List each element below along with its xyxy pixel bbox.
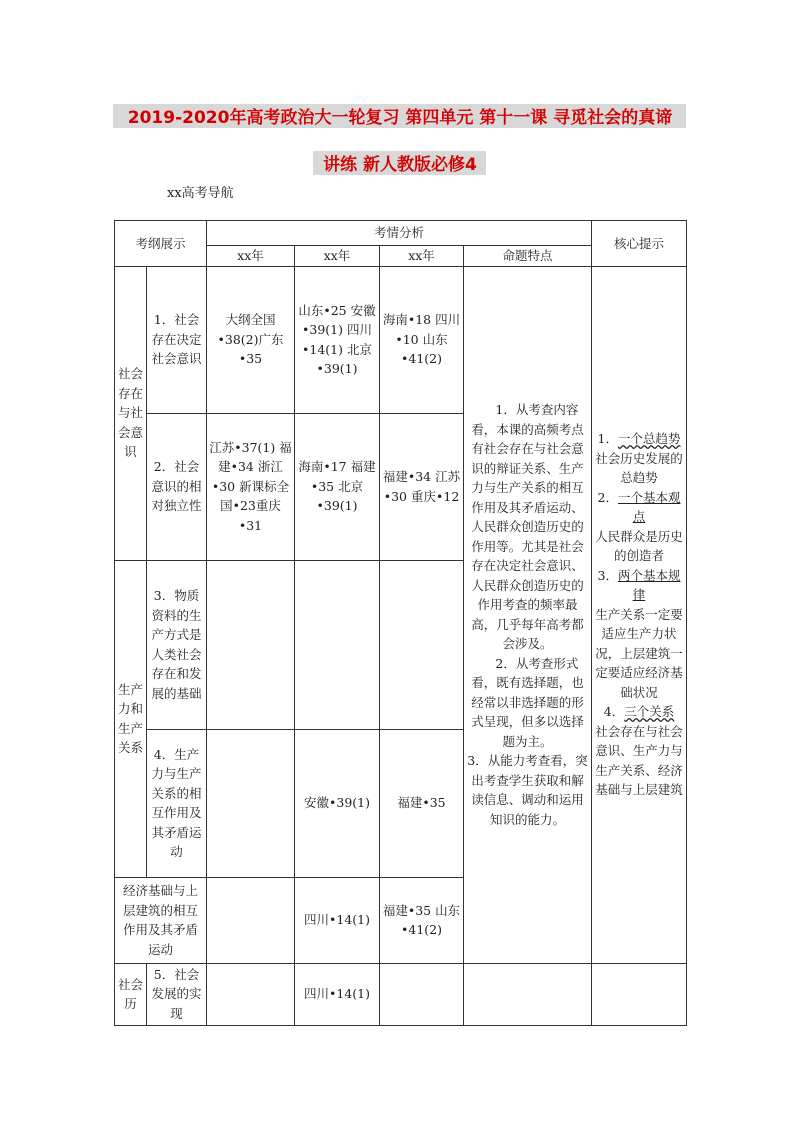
core-heading: 一个基本观点 (617, 489, 681, 525)
core-text: 社会历史发展的总趋势 (595, 450, 683, 486)
features-cell (464, 266, 592, 963)
table-cell-year-2 (295, 560, 380, 729)
core-text: 人民群众是历史的创造者 (595, 528, 683, 564)
page-title-line-2: 讲练 新人教版必修4 (323, 155, 477, 175)
table-cell-year-3 (380, 963, 464, 1025)
core-text: 社会存在与社会意识、生产力与生产关系、经济基础与上层建筑 (595, 723, 683, 798)
table-cell-year-3: 海南•18 四川•10 山东•41(2) (380, 266, 464, 413)
table-cell-year-3: 福建•34 江苏•30 重庆•12 (380, 413, 464, 560)
feature-paragraph: 2．从考查形式看，既有选择题，也经常以非选择题的形式呈现，但多以选择题为主。 (471, 655, 584, 749)
table-cell-year-2: 四川•14(1) (295, 877, 380, 963)
table-cell-year-2: 四川•14(1) (295, 963, 380, 1025)
table-row-topic: 3．物质资料的生产方式是人类社会存在和发展的基础 (147, 560, 207, 729)
feature-paragraph: 1．从考查内容看，本课的高频考点有社会存在与社会意识的辩证关系、生产力与生产关系的相互作用及其矛盾运动、人民群众创造历史的作用等。尤其是社会存在决定社会意识、人民群众创造历史的作用考查的频率最高，几乎每年高考都会涉及。 (471, 402, 584, 651)
table-cell-year-1 (207, 963, 295, 1025)
table-row-topic: 1．社会存在决定社会意识 (147, 266, 207, 413)
core-heading: 三个关系 (624, 704, 675, 720)
table-row-topic: 经济基础与上层建筑的相互作用及其矛盾运动 (115, 877, 207, 963)
table-cell-year-1: 江苏•37(1) 福建•34 浙江•30 新课标全国•23重庆•31 (207, 413, 295, 560)
header-year-2: xx年 (295, 246, 380, 267)
header-year-1: xx年 (207, 246, 295, 267)
group-label-2: 生产力和生产关系 (115, 560, 147, 877)
core-text: 生产关系一定要适应生产力状况，上层建筑一定要适应经济基础状况 (595, 606, 683, 700)
table-cell-year-1 (207, 877, 295, 963)
table-cell-year-1: 大纲全国•38(2)广东•35 (207, 266, 295, 413)
feature-paragraph: 3．从能力考查看，突出考查学生获取和解读信息、调动和运用知识的能力。 (467, 753, 588, 827)
core-heading: 两个基本规律 (617, 567, 681, 603)
table-cell-year-1 (207, 729, 295, 877)
table-cell-empty (464, 963, 592, 1025)
header-core: 核心提示 (592, 221, 687, 267)
group-label-1: 社会存在与社会意识 (115, 266, 147, 560)
header-features: 命题特点 (464, 246, 592, 267)
core-number: 2． (597, 489, 618, 505)
table-cell-year-2: 山东•25 安徽•39(1) 四川•14(1) 北京•39(1) (295, 266, 380, 413)
header-outline: 考纲展示 (115, 221, 207, 267)
table-cell-year-3 (380, 560, 464, 729)
table-row-topic: 5．社会发展的实现 (147, 963, 207, 1025)
header-analysis: 考情分析 (207, 221, 592, 246)
group-label-3: 社会历 (115, 963, 147, 1025)
header-year-3: xx年 (380, 246, 464, 267)
table-cell-year-2: 安徽•39(1) (295, 729, 380, 877)
table-row-topic: 2．社会意识的相对独立性 (147, 413, 207, 560)
table-cell-year-3: 福建•35 山东•41(2) (380, 877, 464, 963)
core-number: 4． (603, 704, 625, 720)
core-number: 1． (597, 431, 618, 447)
table-cell-year-3: 福建•35 (380, 729, 464, 877)
core-cell (592, 266, 687, 963)
core-number: 3． (597, 567, 618, 583)
table-cell-year-1 (207, 560, 295, 729)
exam-guide-table (114, 220, 687, 1026)
page-title: 2019-2020年高考政治大一轮复习 第四单元 第十一课 寻觅社会的真谛 (127, 108, 673, 128)
table-cell-empty (592, 963, 687, 1025)
section-heading: xx高考导航 (167, 186, 234, 201)
core-heading: 一个总趋势 (617, 431, 681, 447)
table-row-topic: 4．生产力与生产关系的相互作用及其矛盾运动 (147, 729, 207, 877)
table-cell-year-2: 海南•17 福建•35 北京•39(1) (295, 413, 380, 560)
